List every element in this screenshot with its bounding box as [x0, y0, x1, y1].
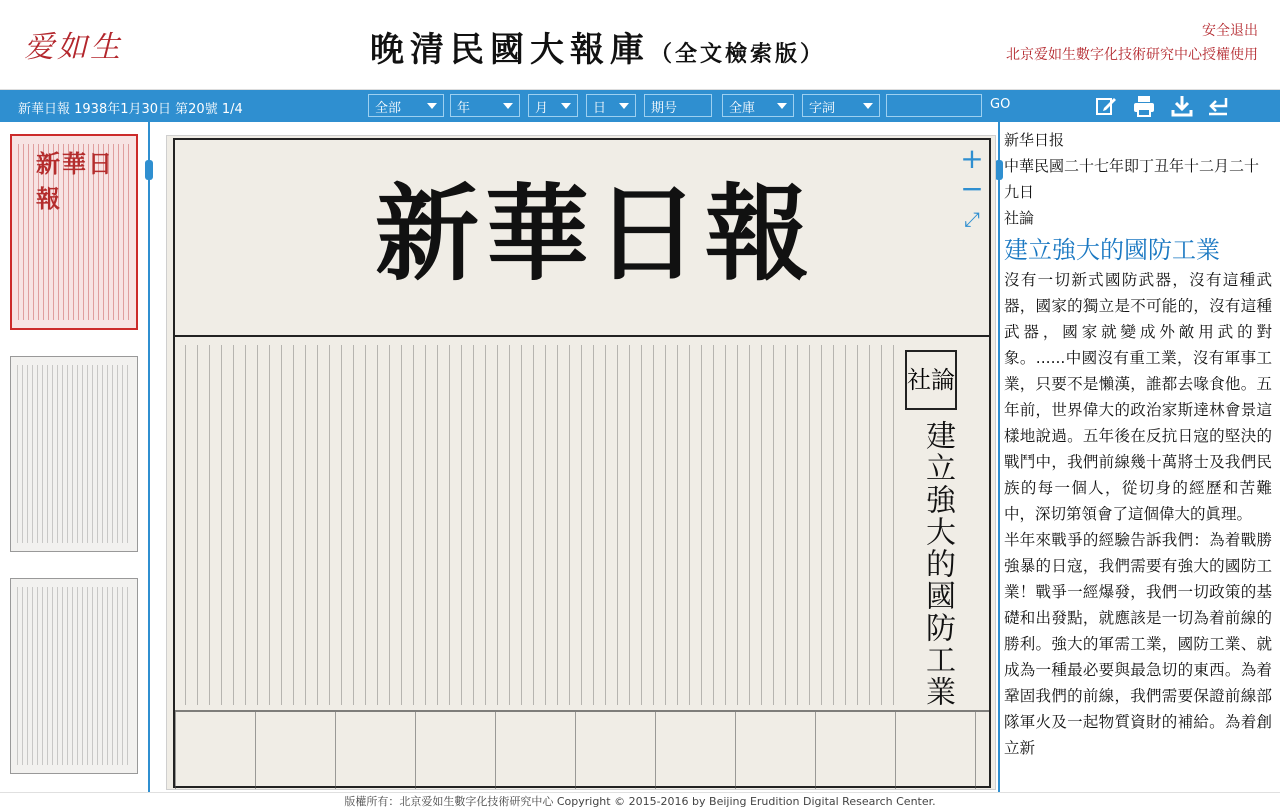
- thumbnail-texture: [17, 365, 131, 543]
- thumbnail-title: 新華日報: [36, 149, 114, 213]
- month-select-value: 月: [535, 101, 549, 116]
- editorial-label: 社論: [905, 350, 957, 410]
- footer: [0, 792, 1280, 812]
- site-title: [370, 22, 825, 71]
- advertisement-strip: [175, 710, 989, 790]
- issue-info: 新華日報 1938年1月30日 第20號 1/4: [18, 102, 243, 117]
- print-icon[interactable]: [1132, 94, 1156, 118]
- edit-icon[interactable]: [1094, 94, 1118, 118]
- thumbnail-page-2[interactable]: [10, 356, 138, 552]
- article-paragraph: 半年來戰爭的經驗告訴我們：為着戰勝強暴的日寇，我們需要有強大的國防工業！戰爭一經爆發，我們一切政策的基礎和出發點，就應該是一切為着前線的勝利。強大的軍需工業，國防工業、就成為一種最必要與最急切的東西。為着鞏固我們的前線，我們需要保證前線部隊軍火及一起物質資財的補給。為着創立新: [1004, 531, 1272, 757]
- go-button[interactable]: GO: [990, 97, 1011, 112]
- article-headline: 建立強大的國防工業: [1004, 236, 1220, 264]
- editorial-headline: 建立強大的國防工業: [920, 420, 955, 708]
- article-paragraph: 沒有一切新式國防武器，沒有這種武器，國家的獨立是不可能的，沒有這種武器，國家就變成外敵用武的對象。......中國沒有重工業，沒有軍事工業，只要不是懶漢，誰都去喙食他。五年前，世界偉大的政治家斯達林會景這樣地說過。五年後在反抗日寇的堅決的戰鬥中，我們前線幾十萬將士及我們民族的每一個人，從切身的經歷和苦難中，深切第領會了這個偉大的眞理。: [1004, 271, 1272, 523]
- paper-name: 新华日报: [1004, 131, 1065, 149]
- newspaper-viewer[interactable]: [166, 135, 996, 790]
- license-text: 北京爱如生數字化技術研究中心授權使用: [1006, 47, 1258, 63]
- issue-date: 中華民國二十七年即丁丑年十二月二十九日: [1004, 157, 1260, 201]
- logout-link[interactable]: 安全退出: [1202, 23, 1258, 39]
- fulltext-panel[interactable]: [1004, 127, 1272, 791]
- right-divider-handle[interactable]: [995, 160, 1003, 180]
- fit-screen-button[interactable]: ⤢: [964, 207, 980, 231]
- month-select[interactable]: [528, 94, 578, 117]
- thumbnail-page-3[interactable]: [10, 578, 138, 774]
- toolbar: [0, 90, 1280, 122]
- range-select-value: 全部: [375, 101, 402, 116]
- masthead-rule: [175, 335, 989, 337]
- issue-number-input[interactable]: [644, 94, 712, 117]
- mode-select-value: 字詞: [809, 101, 836, 116]
- thumbnail-texture: [17, 587, 131, 765]
- range-select[interactable]: [368, 94, 444, 117]
- newspaper-page: [173, 138, 991, 788]
- thumbnail-panel: [0, 122, 148, 792]
- day-select-value: 日: [593, 101, 607, 116]
- scope-select[interactable]: [722, 94, 794, 117]
- chevron-down-icon: [427, 103, 437, 109]
- thumbnail-page-1[interactable]: [10, 134, 138, 330]
- search-input[interactable]: [886, 94, 982, 117]
- chevron-down-icon: [619, 103, 629, 109]
- mode-select[interactable]: [802, 94, 880, 117]
- zoom-out-button[interactable]: −: [960, 172, 984, 205]
- left-divider-handle[interactable]: [145, 160, 153, 180]
- zoom-in-button[interactable]: +: [960, 142, 984, 175]
- site-title-text: 晚清民國大報庫: [370, 30, 650, 70]
- article-columns: [185, 345, 905, 705]
- right-divider[interactable]: [998, 122, 1000, 792]
- section-name: 社論: [1004, 209, 1035, 227]
- copyright-text: 版權所有：北京爱如生數字化技術研究中心 Copyright © 2015-2016 by Beijing Erudition Digital Research Center.: [344, 795, 936, 808]
- logo[interactable]: 爱如生: [24, 30, 123, 65]
- scope-select-value: 全庫: [729, 101, 756, 116]
- article-body: [1004, 267, 1272, 761]
- day-select[interactable]: [586, 94, 636, 117]
- year-select-value: 年: [457, 101, 471, 116]
- chevron-down-icon: [503, 103, 513, 109]
- issue-number-placeholder: 期号: [651, 101, 678, 116]
- site-subtitle: （全文檢索版）: [650, 41, 826, 67]
- newspaper-masthead: 新華日報: [375, 172, 816, 295]
- chevron-down-icon: [561, 103, 571, 109]
- return-icon[interactable]: [1206, 94, 1230, 118]
- download-icon[interactable]: [1170, 94, 1194, 118]
- chevron-down-icon: [863, 103, 873, 109]
- header: [0, 0, 1280, 90]
- chevron-down-icon: [777, 103, 787, 109]
- year-select[interactable]: [450, 94, 520, 117]
- left-divider[interactable]: [148, 122, 150, 792]
